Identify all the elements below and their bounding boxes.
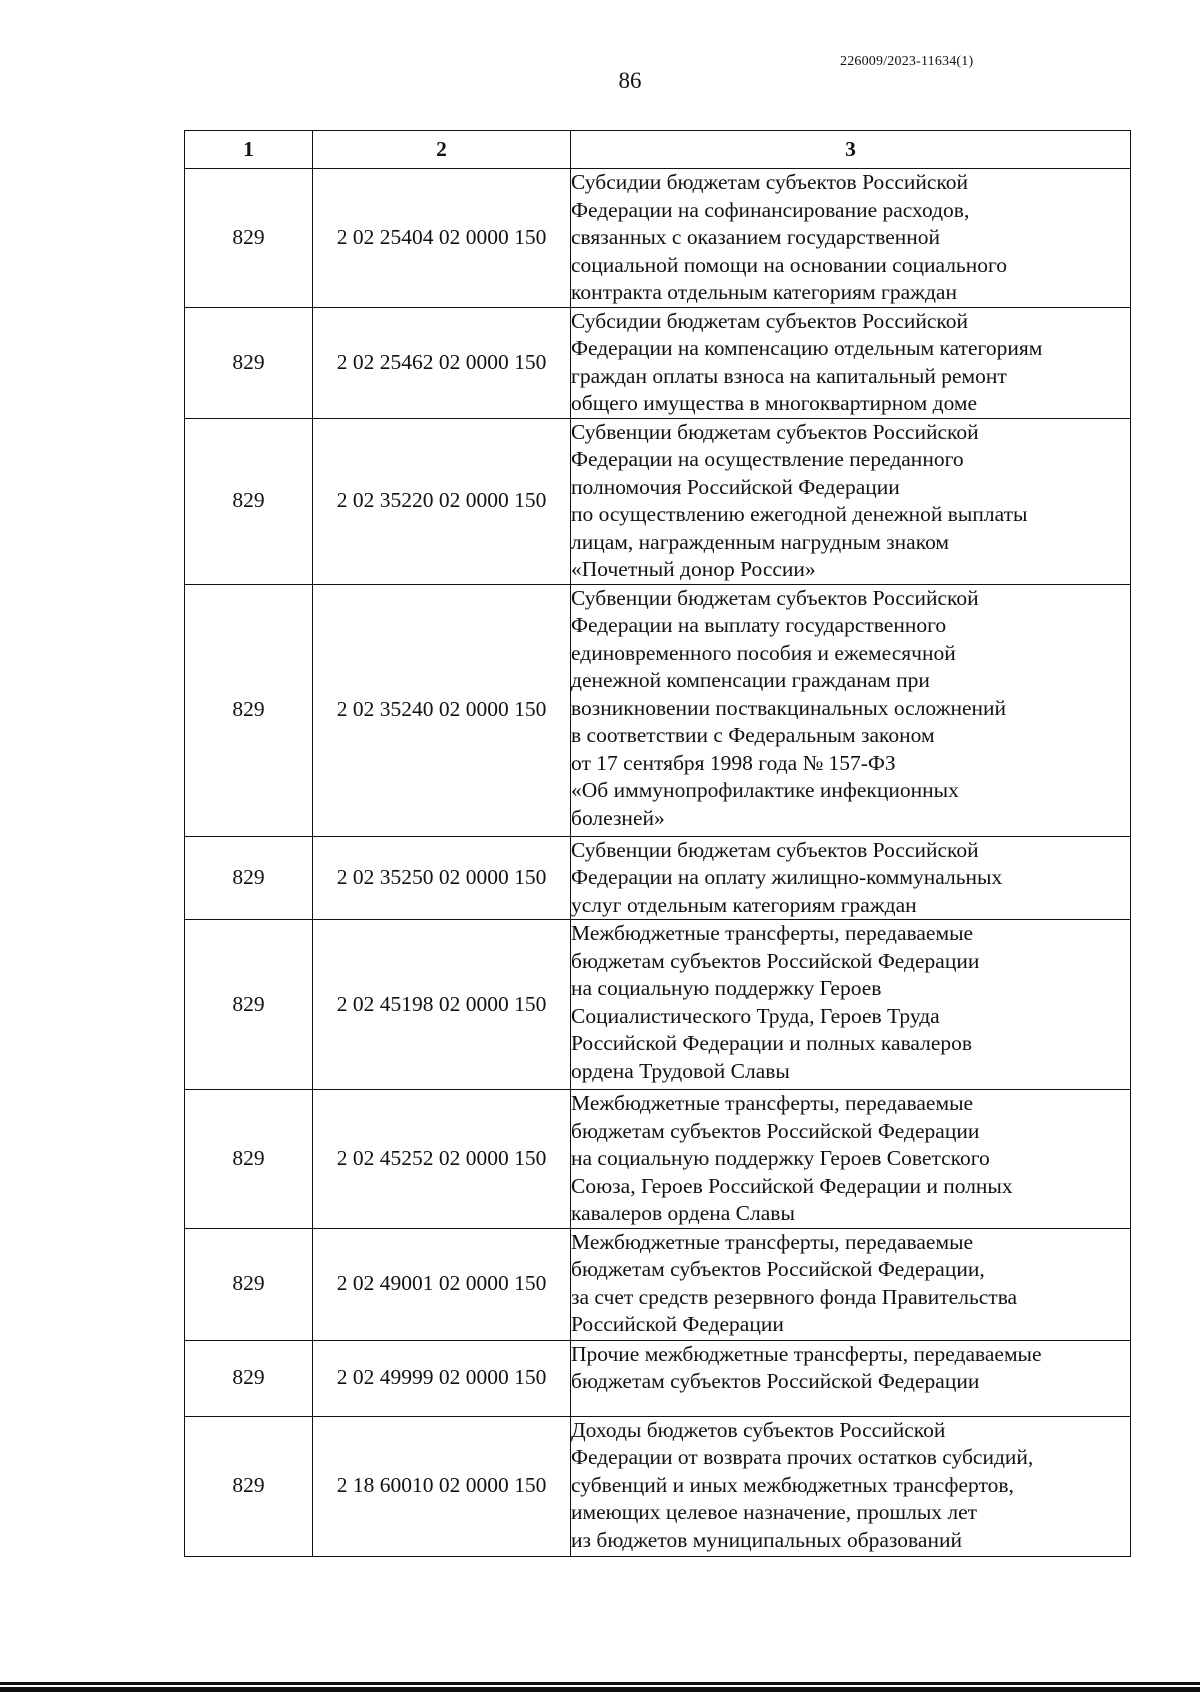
- table-row: [185, 836, 1131, 920]
- table-body: [185, 169, 1131, 1557]
- budget-code-cell: 2 02 45252 02 0000 150: [313, 1090, 571, 1229]
- table-header: [185, 131, 1131, 169]
- column-header-2: 2: [313, 131, 571, 169]
- admin-code-cell: 829: [185, 418, 313, 584]
- table-row: [185, 1228, 1131, 1340]
- description-cell: Субвенции бюджетам субъектов Российской Федерации на осуществление переданного полномочия Российской Федерации по осуществлению ежегодной денежной выплаты лицам, награжденным нагрудным знаком «Почетный донор России»: [571, 418, 1131, 584]
- admin-code-cell: 829: [185, 1416, 313, 1556]
- admin-code-cell: 829: [185, 584, 313, 836]
- budget-code-cell: 2 02 45198 02 0000 150: [313, 920, 571, 1090]
- admin-code-cell: 829: [185, 920, 313, 1090]
- description-cell: Доходы бюджетов субъектов Российской Федерации от возврата прочих остатков субсидий, субвенций и иных межбюджетных трансфертов, имеющих целевое назначение, прошлых лет из бюджетов муниципальных образований: [571, 1416, 1131, 1556]
- description-cell: Субвенции бюджетам субъектов Российской Федерации на выплату государственного единовременного пособия и ежемесячной денежной компенсации гражданам при возникновении поствакцинальных осложнений в соответствии с Федеральным законом от 17 сентября 1998 года № 157-ФЗ «Об иммунопрофилактике инфекционных болезней»: [571, 584, 1131, 836]
- table-row: [185, 169, 1131, 308]
- page-number: 86: [618, 68, 642, 93]
- description-cell: Субвенции бюджетам субъектов Российской Федерации на оплату жилищно-коммунальных услуг отдельным категориям граждан: [571, 836, 1131, 920]
- budget-code-cell: 2 02 49999 02 0000 150: [313, 1340, 571, 1416]
- budget-code-cell: 2 02 25404 02 0000 150: [313, 169, 571, 308]
- budget-code-cell: 2 02 35240 02 0000 150: [313, 584, 571, 836]
- description-cell: Межбюджетные трансферты, передаваемые бюджетам субъектов Российской Федерации на социальную поддержку Героев Социалистического Труда, Героев Труда Российской Федерации и полных кавалеров ордена Трудовой Славы: [571, 920, 1131, 1090]
- document-registration-number: 226009/2023-11634(1): [840, 54, 974, 69]
- description-cell: Субсидии бюджетам субъектов Российской Федерации на софинансирование расходов, связанных с оказанием государственной социальной помощи на основании социального контракта отдельным категориям граждан: [571, 169, 1131, 308]
- scan-bottom-edge: [0, 1678, 1200, 1695]
- scan-edge-line: [0, 1687, 1200, 1692]
- admin-code-cell: 829: [185, 1340, 313, 1416]
- table-row: [185, 920, 1131, 1090]
- table-row: [185, 307, 1131, 418]
- header-row: [185, 131, 1131, 169]
- table-row: [185, 584, 1131, 836]
- description-cell: Субсидии бюджетам субъектов Российской Федерации на компенсацию отдельным категориям граждан оплаты взноса на капитальный ремонт общего имущества в многоквартирном доме: [571, 307, 1131, 418]
- table-row: [185, 1416, 1131, 1556]
- admin-code-cell: 829: [185, 1090, 313, 1229]
- scan-edge-line: [0, 1682, 1200, 1685]
- budget-code-cell: 2 02 49001 02 0000 150: [313, 1228, 571, 1340]
- budget-code-cell: 2 02 35250 02 0000 150: [313, 836, 571, 920]
- admin-code-cell: 829: [185, 169, 313, 308]
- description-cell: Межбюджетные трансферты, передаваемые бюджетам субъектов Российской Федерации, за счет средств резервного фонда Правительства Российской Федерации: [571, 1228, 1131, 1340]
- description-cell: Прочие межбюджетные трансферты, передаваемые бюджетам субъектов Российской Федерации: [571, 1340, 1131, 1416]
- admin-code-cell: 829: [185, 1228, 313, 1340]
- budget-code-cell: 2 02 35220 02 0000 150: [313, 418, 571, 584]
- column-header-3: 3: [571, 131, 1131, 169]
- table-row: [185, 1340, 1131, 1416]
- admin-code-cell: 829: [185, 836, 313, 920]
- income-codes-table: [184, 130, 1131, 1557]
- budget-code-cell: 2 02 25462 02 0000 150: [313, 307, 571, 418]
- table-row: [185, 1090, 1131, 1229]
- column-header-1: 1: [185, 131, 313, 169]
- table-row: [185, 418, 1131, 584]
- description-cell: Межбюджетные трансферты, передаваемые бюджетам субъектов Российской Федерации на социальную поддержку Героев Советского Союза, Героев Российской Федерации и полных кавалеров ордена Славы: [571, 1090, 1131, 1229]
- budget-code-cell: 2 18 60010 02 0000 150: [313, 1416, 571, 1556]
- admin-code-cell: 829: [185, 307, 313, 418]
